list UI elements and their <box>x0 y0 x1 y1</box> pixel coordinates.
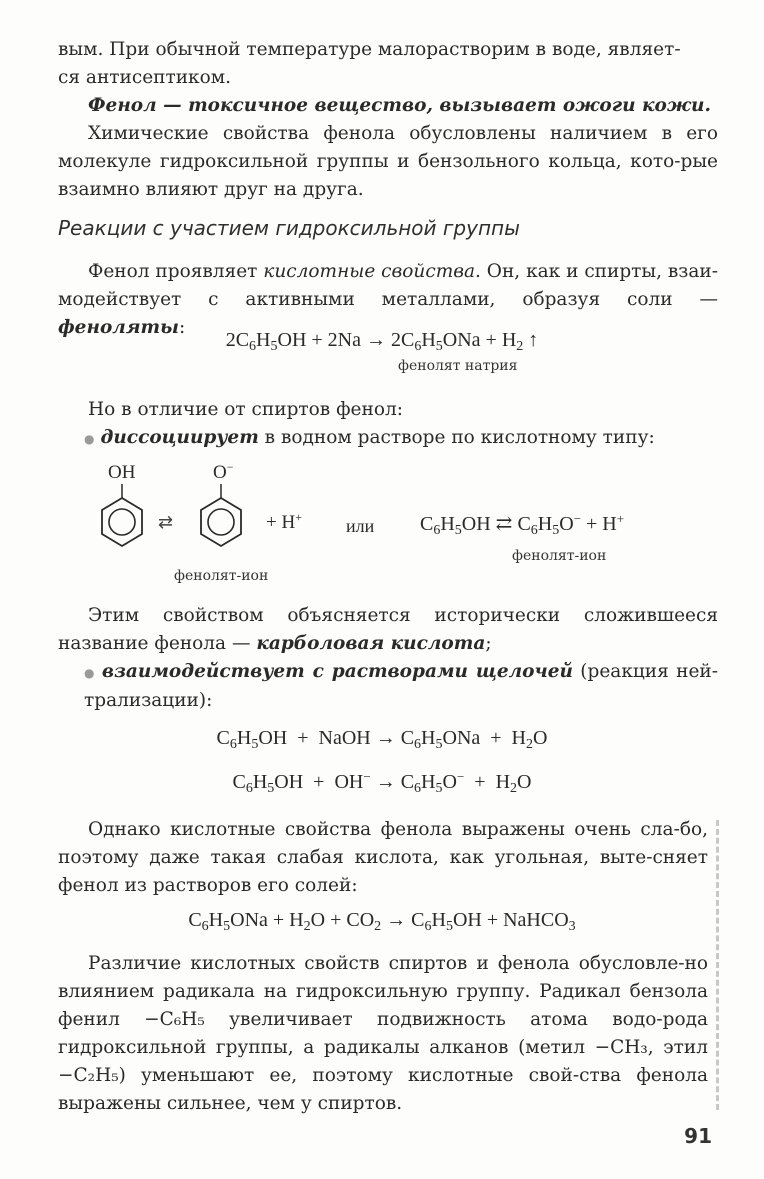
bullet-dissociation <box>84 424 718 453</box>
text: . Он, как и спирты, взаи-модействует с активными металлами, образуя соли — <box>58 261 719 310</box>
paragraph-6 <box>58 602 718 658</box>
benzene-ring-icon <box>102 498 142 546</box>
margin-marker <box>716 820 722 1110</box>
text-line: ся антисептиком. <box>58 67 232 88</box>
bullet-neutralization <box>84 658 718 715</box>
section-heading: Реакции с участием гидроксильной группы <box>58 216 520 240</box>
o-minus-label: O− <box>213 460 234 483</box>
paragraph-5: Но в отличие от спиртов фенол: <box>88 399 403 420</box>
term-phenolates: феноляты <box>58 317 179 338</box>
caption-sodium-phenolate: фенолят натрия <box>398 358 518 374</box>
paragraph-8: Различие кислотных свойств спиртов и фенола обусловле-но влиянием радикала на гидроксильную группу. Радикал бензола фенил −C₆H₅ увеличивает подвижность атома водо-рода гидроксильной группы, а радикалы алканов (метил −CH₃, этил −C₂H₅) уменьшают ее, поэтому кислотные свой-ства фенола выражены сильнее, чем у спиртов. <box>58 953 708 1114</box>
text: ; <box>485 633 492 654</box>
text: : <box>178 317 186 338</box>
aromatic-circle <box>109 509 135 535</box>
text: в водном растворе по кислотному типу: <box>258 427 655 448</box>
paragraph-3: Химические свойства фенола обусловлены наличием в его молекуле гидроксильной группы и бензольного кольца, кото-рые взаимно влияют друг на друга. <box>58 123 718 200</box>
caption-phenolate-ion-right: фенолят-ион <box>512 548 607 564</box>
equation-2: $C_6H_5OH$ + NaOH → $C_6H_5ONa + H_2O$ <box>216 727 548 752</box>
benzene-ring-icon <box>201 498 241 546</box>
term: диссоциирует <box>100 427 259 448</box>
h-plus-label: + H+ <box>266 510 302 533</box>
bullet-icon: ● <box>84 432 95 446</box>
term: взаимодействует с растворами щелочей <box>101 661 573 682</box>
text: Фенол проявляет <box>88 261 264 282</box>
paragraph-7: Однако кислотные свойства фенола выражены очень сла-бо, поэтому даже такая слабая кислота, как угольная, выте-сняет фенол из растворов его солей: <box>58 819 708 896</box>
text-line: вым. При обычной температуре малорастворим в воде, являет- <box>58 39 681 60</box>
text: Этим свойством объясняется исторически сложившееся название фенола — <box>58 605 718 654</box>
page-number: 91 <box>684 1124 712 1148</box>
caption-phenolate-ion-left: фенолят-ион <box>174 568 269 584</box>
paragraph-1 <box>58 36 718 92</box>
equilibrium-arrow-icon: ⇄ <box>158 512 174 533</box>
equation-1: $2C_6H_5OH + 2Na \to 2C_6H_5ONa + H_2$ ↑ <box>225 329 539 354</box>
toxic-warning: Фенол — токсичное вещество, вызывает ожоги кожи. <box>88 95 711 116</box>
oh-label: OH <box>108 462 136 483</box>
equation-4: $C_6H_5ONa + H_2O + CO_2 \to C_6H_5OH$ + NaHCO$_3$ <box>188 909 576 934</box>
or-label: или <box>346 516 375 536</box>
equation-3: $C_6H_5OH + OH^- \to C_6H_5O^- + H_2O$ <box>232 769 532 796</box>
aromatic-circle <box>208 509 234 535</box>
equation-dissociation: $C_6H_5OH$ ⇄ $C_6H_5O^- + H^+$ <box>420 511 625 538</box>
term-acid-properties: кислотные свойства <box>263 261 476 282</box>
term-carbolic-acid: карболовая кислота <box>256 633 486 654</box>
bullet-icon: ● <box>84 666 96 680</box>
text: (реакция ней-трализации): <box>84 661 718 711</box>
